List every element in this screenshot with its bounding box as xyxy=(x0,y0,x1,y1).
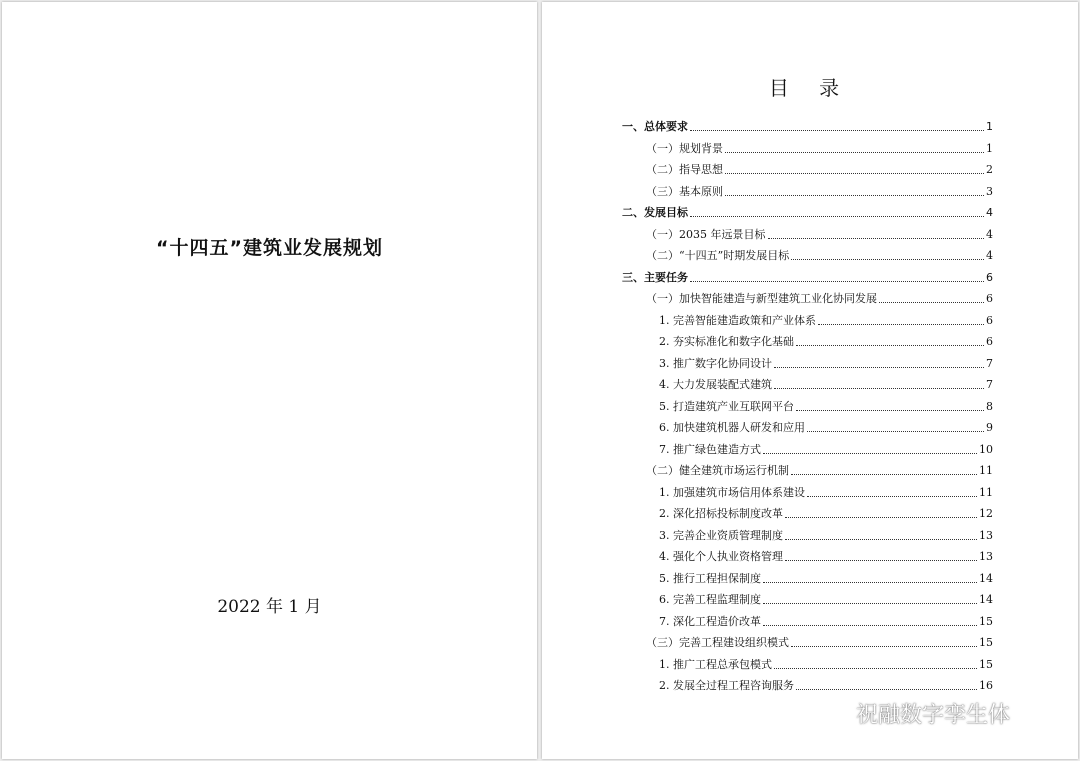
toc-entry-text: 2. 夯实标准化和数字化基础 xyxy=(659,335,794,348)
toc-page-number: 14 xyxy=(979,571,993,585)
toc-leader-dots xyxy=(774,668,977,669)
toc-entry xyxy=(622,114,993,134)
toc-page-number: 6 xyxy=(986,335,993,348)
toc-entry xyxy=(646,243,993,263)
toc-leader-dots xyxy=(791,474,977,475)
toc-entry xyxy=(622,265,993,285)
toc-page-number: 9 xyxy=(986,421,993,434)
toc-leader-dots xyxy=(774,367,984,368)
toc-page-number: 6 xyxy=(986,313,993,327)
toc-leader-dots xyxy=(796,410,984,411)
toc-page-number: 6 xyxy=(986,292,993,305)
toc-page-number: 8 xyxy=(986,399,993,413)
toc-leader-dots xyxy=(818,324,984,325)
document-title: “十四五”建筑业发展规划 xyxy=(156,237,383,259)
toc-page-number: 2 xyxy=(986,163,993,176)
toc-leader-dots xyxy=(791,646,977,647)
toc-leader-dots xyxy=(785,560,977,561)
toc-entry-text: （三）完善工程建设组织模式 xyxy=(646,636,789,649)
toc-leader-dots xyxy=(791,259,984,260)
toc-page-number: 14 xyxy=(979,593,993,606)
toc-entry xyxy=(659,501,993,521)
toc-leader-dots xyxy=(763,582,977,583)
toc-entry xyxy=(659,329,993,349)
toc-entry xyxy=(659,566,993,586)
toc-entry xyxy=(659,415,993,435)
toc-page-number: 11 xyxy=(979,464,993,477)
toc-leader-dots xyxy=(690,281,984,282)
toc-entry xyxy=(659,351,993,371)
toc-leader-dots xyxy=(725,173,984,174)
toc-page-number: 7 xyxy=(986,378,993,391)
toc-entry-text: 5. 推行工程担保制度 xyxy=(659,571,761,585)
toc-entry xyxy=(659,372,993,392)
toc-entry-text: （一）2035 年远景目标 xyxy=(646,227,766,241)
toc-page-number: 1 xyxy=(986,141,993,155)
toc-entry xyxy=(646,630,993,650)
toc-entry xyxy=(646,222,993,242)
toc-entry xyxy=(659,609,993,629)
toc-leader-dots xyxy=(774,388,984,389)
toc-entry-text: 2. 深化招标投标制度改革 xyxy=(659,507,783,520)
toc-entry-text: （二）健全建筑市场运行机制 xyxy=(646,464,789,477)
toc-entry-text: 3. 推广数字化协同设计 xyxy=(659,356,772,370)
wechat-icon xyxy=(812,699,850,727)
toc-entry-text: 3. 完善企业资质管理制度 xyxy=(659,528,783,542)
toc-entry-text: （二）“十四五”时期发展目标 xyxy=(646,249,790,262)
toc-page-number: 15 xyxy=(979,636,993,649)
cover-page xyxy=(2,2,537,759)
toc-page-number: 16 xyxy=(979,679,993,692)
toc-entry xyxy=(646,157,993,177)
toc-entry-text: （二）指导思想 xyxy=(646,163,723,176)
toc-page xyxy=(542,2,1078,759)
toc-entry xyxy=(659,308,993,328)
toc-entry-text: 6. 加快建筑机器人研发和应用 xyxy=(659,421,805,434)
toc-entry-text: 1. 完善智能建造政策和产业体系 xyxy=(659,313,816,327)
toc-entry-text: （一）规划背景 xyxy=(646,141,723,155)
toc-leader-dots xyxy=(690,216,984,217)
toc-leader-dots xyxy=(807,496,977,497)
toc-entry-text: （一）加快智能建造与新型建筑工业化协同发展 xyxy=(646,292,877,305)
toc-entry xyxy=(659,437,993,457)
toc-entry xyxy=(646,179,993,199)
toc-page-number: 1 xyxy=(986,120,993,133)
toc-entry-text: 5. 打造建筑产业互联网平台 xyxy=(659,399,794,413)
toc-leader-dots xyxy=(785,517,977,518)
toc-leader-dots xyxy=(785,539,977,540)
toc-leader-dots xyxy=(690,130,984,131)
toc-entry xyxy=(659,544,993,564)
toc-leader-dots xyxy=(763,625,977,626)
toc-page-number: 7 xyxy=(986,356,993,370)
toc-page-number: 6 xyxy=(986,270,993,284)
toc-page-number: 15 xyxy=(979,657,993,671)
toc-entry-text: 1. 推广工程总承包模式 xyxy=(659,657,772,671)
toc-page-number: 3 xyxy=(986,184,993,198)
toc-leader-dots xyxy=(796,345,984,346)
toc-page-number: 4 xyxy=(986,249,993,262)
toc-entry xyxy=(659,673,993,693)
toc-entry xyxy=(659,394,993,414)
toc-page-number: 4 xyxy=(986,227,993,241)
toc-entry xyxy=(622,200,993,220)
toc-entry xyxy=(646,286,993,306)
toc-entry xyxy=(646,458,993,478)
toc-entry xyxy=(659,652,993,672)
toc-leader-dots xyxy=(768,238,985,239)
toc-leader-dots xyxy=(796,689,977,690)
toc-leader-dots xyxy=(879,302,984,303)
toc-leader-dots xyxy=(725,195,984,196)
watermark xyxy=(812,697,1010,729)
toc-entry-text: 二、发展目标 xyxy=(622,206,688,219)
toc-entry-text: 1. 加强建筑市场信用体系建设 xyxy=(659,485,805,499)
toc-entry-text: 一、总体要求 xyxy=(622,120,688,133)
toc-entry-text: 4. 强化个人执业资格管理 xyxy=(659,550,783,563)
toc-entry xyxy=(646,136,993,156)
toc-page-number: 13 xyxy=(979,550,993,563)
toc-heading: 目 录 xyxy=(768,76,852,100)
toc-entry-text: （三）基本原则 xyxy=(646,184,723,198)
toc-page-number: 10 xyxy=(979,442,993,456)
toc-entry xyxy=(659,480,993,500)
toc-entry-text: 三、主要任务 xyxy=(622,270,688,284)
toc-leader-dots xyxy=(725,152,984,153)
toc-entry-text: 4. 大力发展装配式建筑 xyxy=(659,378,772,391)
toc-page-number: 12 xyxy=(979,507,993,520)
document-date: 2022 年 1 月 xyxy=(217,597,322,617)
toc-leader-dots xyxy=(763,603,977,604)
toc-entry-text: 2. 发展全过程工程咨询服务 xyxy=(659,679,794,692)
toc-leader-dots xyxy=(807,431,984,432)
toc-page-number: 11 xyxy=(979,485,993,499)
toc-entry xyxy=(659,523,993,543)
toc-entry xyxy=(659,587,993,607)
toc-entry-text: 6. 完善工程监理制度 xyxy=(659,593,761,606)
toc-page-number: 15 xyxy=(979,614,993,628)
toc-page-number: 13 xyxy=(979,528,993,542)
toc-page-number: 4 xyxy=(986,206,993,219)
toc-leader-dots xyxy=(763,453,977,454)
toc-entry-text: 7. 深化工程造价改革 xyxy=(659,614,761,628)
toc-entry-text: 7. 推广绿色建造方式 xyxy=(659,442,761,456)
watermark-text: 祝融数字孪生体 xyxy=(856,702,1011,728)
